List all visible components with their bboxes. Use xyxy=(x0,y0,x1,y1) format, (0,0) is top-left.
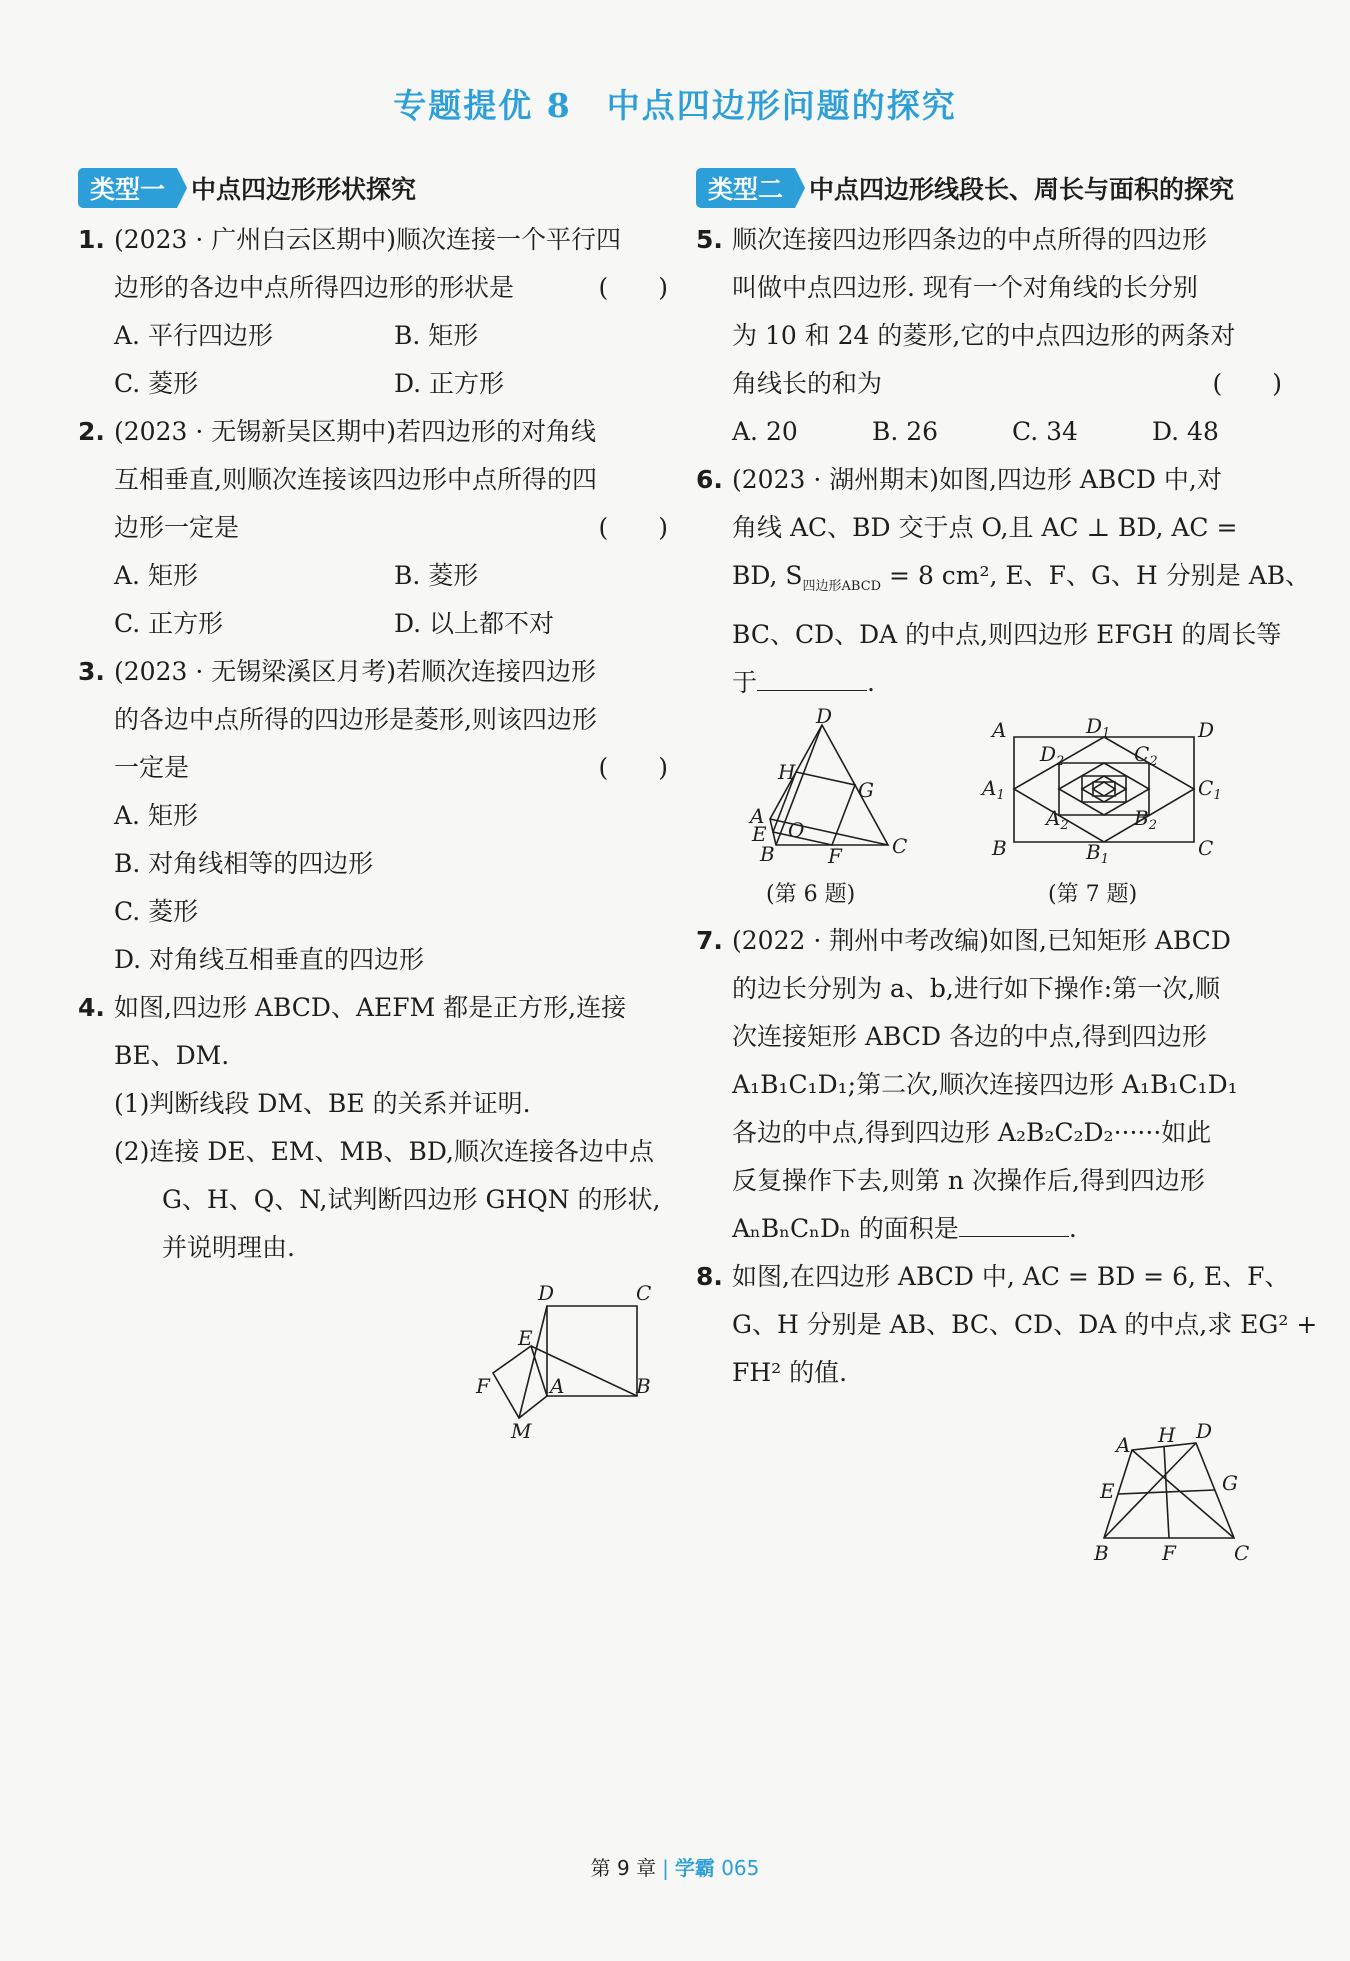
option-d: D. 48 xyxy=(1152,417,1219,446)
svg-text:A: A xyxy=(1116,1433,1131,1457)
question-text: (2023 · 湖州期末)如图,四边形 ABCD 中,对 xyxy=(732,465,1222,494)
question-text: (2022 · 荆州中考改编)如图,已知矩形 ABCD xyxy=(732,926,1231,955)
question-text: 叫做中点四边形. 现有一个对角线的长分别 xyxy=(732,273,1198,302)
svg-text:D: D xyxy=(1196,1419,1213,1443)
question-2 xyxy=(78,408,668,648)
svg-text:O: O xyxy=(788,818,805,842)
section-header-type-2 xyxy=(696,168,1282,208)
figure-q6-quadrilateral xyxy=(736,707,936,867)
svg-text:B: B xyxy=(1094,1541,1109,1565)
sub-question-2-cont: 并说明理由. xyxy=(162,1233,295,1262)
question-text: . xyxy=(867,668,875,697)
question-text: BE、DM. xyxy=(114,1041,230,1070)
svg-text:F: F xyxy=(476,1374,490,1398)
question-4 xyxy=(78,984,668,1272)
svg-text:H: H xyxy=(1158,1423,1176,1447)
question-number: 7. xyxy=(696,926,723,955)
option-a: A. 矩形 xyxy=(114,801,198,830)
section-header-type-1 xyxy=(78,168,668,208)
option-d: D. 对角线互相垂直的四边形 xyxy=(114,945,425,974)
question-6 xyxy=(696,456,1311,707)
question-text: 边形一定是 xyxy=(114,513,240,542)
svg-text:C: C xyxy=(1198,836,1214,860)
svg-text:C1: $C_1$ xyxy=(1198,776,1222,803)
question-text: 互相垂直,则顺次连接该四边形中点所得的四 xyxy=(114,465,597,494)
option-b: B. 菱形 xyxy=(394,561,479,590)
svg-text:A1: $A_1$ xyxy=(982,776,1005,803)
subscript: 四边形ABCD xyxy=(802,579,882,594)
svg-text:C: C xyxy=(1234,1541,1250,1565)
svg-text:B2: $B_2$ xyxy=(1134,806,1157,833)
svg-text:C: C xyxy=(892,834,908,858)
option-a: A. 平行四边形 xyxy=(114,321,273,350)
answer-paren: ( ) xyxy=(1212,369,1282,398)
section-tag: 类型二 xyxy=(696,168,795,208)
question-text: BC、CD、DA 的中点,则四边形 EFGH 的周长等 xyxy=(732,620,1282,649)
svg-text:B: B xyxy=(636,1374,651,1398)
sub-question-2-cont: G、H、Q、N,试判断四边形 GHQN 的形状, xyxy=(162,1185,661,1214)
svg-text:A: A xyxy=(992,718,1007,742)
svg-text:A: A xyxy=(750,804,765,828)
svg-text:F: F xyxy=(828,844,842,867)
question-text: 角线长的和为 xyxy=(732,369,883,398)
option-b: B. 对角线相等的四边形 xyxy=(114,849,374,878)
question-text: = 8 cm², E、F、G、H 分别是 AB、 xyxy=(881,561,1311,590)
svg-text:B: B xyxy=(760,842,775,866)
section-title: 中点四边形线段长、周长与面积的探究 xyxy=(809,175,1235,204)
option-c: C. 正方形 xyxy=(114,609,224,638)
question-8 xyxy=(696,1253,1318,1397)
svg-text:D2: $D_2$ xyxy=(1040,742,1065,769)
svg-text:C2: $C_2$ xyxy=(1134,742,1158,769)
question-text: 于 xyxy=(732,668,758,697)
question-5 xyxy=(696,216,1282,456)
question-text: 的各边中点所得的四边形是菱形,则该四边形 xyxy=(114,705,597,734)
option-b: B. 26 xyxy=(872,417,939,446)
answer-paren: ( ) xyxy=(598,753,668,782)
answer-blank[interactable] xyxy=(959,1206,1069,1237)
question-text: BD, S xyxy=(732,561,803,590)
question-text: 边形的各边中点所得四边形的形状是 xyxy=(114,273,515,302)
svg-text:H: H xyxy=(778,760,796,784)
question-3 xyxy=(78,648,668,984)
question-text: 为 10 和 24 的菱形,它的中点四边形的两条对 xyxy=(732,321,1236,350)
question-number: 4. xyxy=(78,993,105,1022)
answer-paren: ( ) xyxy=(598,273,668,302)
sub-question-1: (1)判断线段 DM、BE 的关系并证明. xyxy=(114,1089,531,1118)
page-footer xyxy=(0,1852,1350,1881)
question-number: 6. xyxy=(696,465,723,494)
page-title: 专题提优 8 中点四边形问题的探究 xyxy=(393,86,957,125)
svg-text:C: C xyxy=(636,1281,652,1305)
svg-text:E: E xyxy=(752,822,767,846)
question-7 xyxy=(696,917,1282,1253)
option-a: A. 矩形 xyxy=(114,561,198,590)
figure-6-caption: (第 6 题) xyxy=(766,882,856,907)
question-text: FH² 的值. xyxy=(732,1358,848,1387)
question-text: G、H 分别是 AB、BC、CD、DA 的中点,求 EG² + xyxy=(732,1310,1318,1339)
option-a: A. 20 xyxy=(732,417,798,446)
svg-text:B1: $B_1$ xyxy=(1086,840,1109,867)
svg-text:B: B xyxy=(992,836,1007,860)
svg-text:A2: $A_2$ xyxy=(1046,806,1069,833)
question-text: 的边长分别为 a、b,进行如下操作:第一次,顺 xyxy=(732,974,1221,1003)
question-text: 如图,在四边形 ABCD 中, AC = BD = 6, E、F、 xyxy=(732,1262,1290,1291)
svg-text:D: D xyxy=(538,1281,555,1305)
option-c: C. 34 xyxy=(1012,417,1078,446)
sub-question-2: (2)连接 DE、EM、MB、BD,顺次连接各边中点 xyxy=(114,1137,654,1166)
right-column xyxy=(696,168,1318,1565)
question-text: (2023 · 无锡梁溪区月考)若顺次连接四边形 xyxy=(114,657,596,686)
question-text: 反复操作下去,则第 n 次操作后,得到四边形 xyxy=(732,1166,1205,1195)
svg-text:M: M xyxy=(511,1419,532,1443)
question-text: AₙBₙCₙDₙ 的面积是 xyxy=(732,1214,959,1243)
question-text: 一定是 xyxy=(114,753,190,782)
question-number: 1. xyxy=(78,225,105,254)
question-text: 角线 AC、BD 交于点 O,且 AC ⊥ BD, AC = xyxy=(732,513,1238,542)
question-text: (2023 · 广州白云区期中)顺次连接一个平行四 xyxy=(114,225,621,254)
question-text: 次连接矩形 ABCD 各边的中点,得到四边形 xyxy=(732,1022,1207,1051)
question-text: 顺次连接四边形四条边的中点所得的四边形 xyxy=(732,225,1208,254)
figures-row xyxy=(696,707,1282,917)
chapter-label: 第 9 章 xyxy=(590,1856,657,1880)
option-b: B. 矩形 xyxy=(394,321,479,350)
figure-q4-squares xyxy=(466,1268,666,1448)
option-d: D. 以上都不对 xyxy=(394,609,555,638)
svg-text:A: A xyxy=(550,1374,565,1398)
brand-name: 学霸 xyxy=(674,1856,715,1880)
question-text: (2023 · 无锡新吴区期中)若四边形的对角线 xyxy=(114,417,596,446)
option-c: C. 菱形 xyxy=(114,369,199,398)
figure-q8-quadrilateral xyxy=(1084,1418,1264,1568)
svg-text:D: D xyxy=(1198,718,1215,742)
option-c: C. 菱形 xyxy=(114,897,199,926)
svg-text:D1: $D_1$ xyxy=(1086,714,1111,741)
section-tag: 类型一 xyxy=(78,168,177,208)
figure-q7-nested-rectangles xyxy=(974,707,1224,867)
figure-7-caption: (第 7 题) xyxy=(1048,882,1138,907)
question-number: 3. xyxy=(78,657,105,686)
left-column xyxy=(78,168,668,1443)
section-title: 中点四边形形状探究 xyxy=(191,175,417,204)
question-number: 5. xyxy=(696,225,723,254)
svg-text:D: D xyxy=(816,707,833,728)
question-text: A₁B₁C₁D₁;第二次,顺次连接四边形 A₁B₁C₁D₁ xyxy=(732,1070,1238,1099)
answer-blank[interactable] xyxy=(757,660,867,691)
svg-text:F: F xyxy=(1162,1541,1176,1565)
question-number: 2. xyxy=(78,417,105,446)
question-text: 如图,四边形 ABCD、AEFM 都是正方形,连接 xyxy=(114,993,627,1022)
page-number: 065 xyxy=(721,1856,760,1880)
svg-text:G: G xyxy=(1222,1471,1238,1495)
option-d: D. 正方形 xyxy=(394,369,505,398)
svg-text:E: E xyxy=(1100,1479,1115,1503)
question-text: 各边的中点,得到四边形 A₂B₂C₂D₂······如此 xyxy=(732,1118,1212,1147)
question-1 xyxy=(78,216,668,408)
footer-separator: | xyxy=(662,1856,669,1880)
svg-text:G: G xyxy=(858,778,874,802)
answer-paren: ( ) xyxy=(598,513,668,542)
question-text: . xyxy=(1068,1214,1077,1243)
question-number: 8. xyxy=(696,1262,723,1291)
svg-text:E: E xyxy=(518,1326,533,1350)
